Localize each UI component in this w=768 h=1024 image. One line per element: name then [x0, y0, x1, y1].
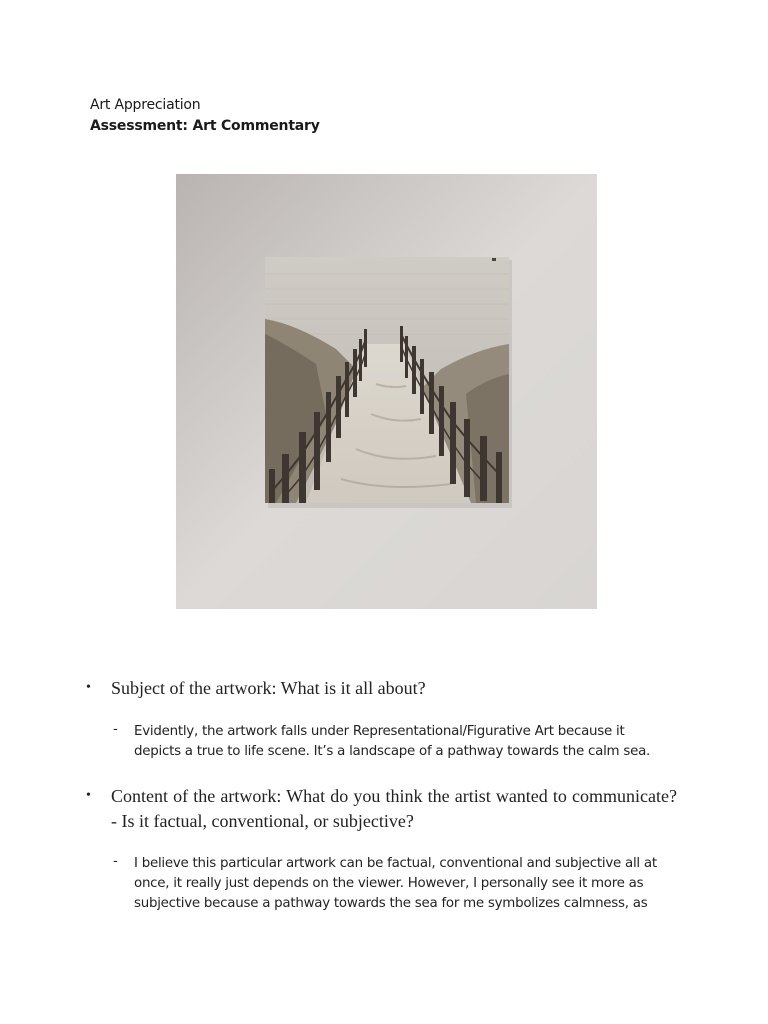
answer-text: Evidently, the artwork falls under Representational/Figurative Art because it depicts a true to life scene. It’s a landscape of a pathway towards the calm sea.	[134, 724, 651, 759]
assessment-title: Assessment: Art Commentary	[90, 118, 320, 134]
section-heading: Subject of the artwork: What is it all about?	[111, 678, 426, 698]
section-heading: Content of the artwork: What do you think the artist wanted to communicate? - Is it factual, conventional, or subjective?	[111, 786, 677, 831]
dash-marker: -	[113, 854, 118, 869]
dash-marker: -	[113, 722, 118, 737]
course-title: Art Appreciation	[90, 97, 201, 113]
bullet-icon: •	[86, 680, 91, 695]
bullet-icon: •	[86, 788, 91, 803]
artwork-photo	[176, 174, 597, 609]
section-answer	[113, 722, 673, 764]
answer-text: I believe this particular artwork can be factual, conventional and subjective all at once, it really just depends on the viewer. However, I personally see it more as subjective because a pathway towards the sea for me symbolizes calmness, as	[134, 856, 657, 911]
section-subject	[86, 676, 686, 706]
section-answer	[113, 854, 673, 918]
section-content	[86, 784, 686, 836]
